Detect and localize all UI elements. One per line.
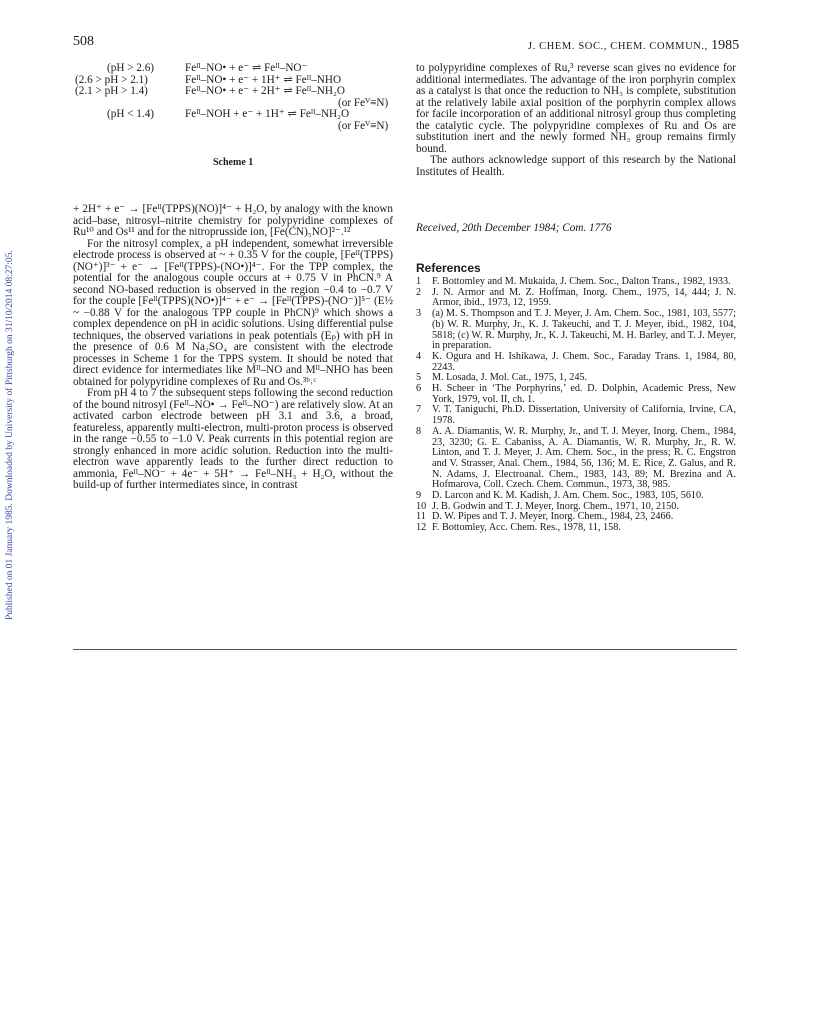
- reference-number: 8: [416, 425, 422, 437]
- journal-name: J. CHEM. SOC., CHEM. COMMUN.,: [528, 41, 708, 52]
- reference-text: F. Bottomley, Acc. Chem. Res., 1978, 11, 158.: [432, 522, 621, 534]
- scheme-equations: [73, 63, 393, 132]
- reference-item: [416, 309, 736, 352]
- reference-number: 4: [416, 350, 422, 362]
- scheme-equation: Feᴵᴵ–NO• + e⁻ ⇌ Feᴵᴵ–NO⁻: [185, 62, 308, 74]
- reference-text: K. Ogura and H. Ishikawa, J. Chem. Soc., Faraday Trans. 1, 1984, 80, 2243.: [432, 350, 736, 373]
- scheme-alternative: (or Feⱽ≡N): [338, 119, 389, 132]
- reference-text: M. Losada, J. Mol. Cat., 1975, 1, 245.: [432, 372, 588, 384]
- reference-number: 3: [416, 308, 422, 320]
- body-paragraph: + 2H⁺ + e⁻ → [Feᴵᴵ(TPPS)(NO)]⁴⁻ + H₂O, by analogy with the known acid–base, nitrosyl–nitrite chemistry for polypyridine complexes of Ru¹⁰ and Os¹¹ and for the nitroprusside ion, [Fe(CN)₅NO]²⁻.¹²: [73, 203, 393, 238]
- scheme-line: [73, 63, 393, 75]
- reference-number: 6: [416, 383, 422, 395]
- right-column-body: [416, 63, 736, 178]
- reference-number: 11: [416, 511, 426, 523]
- reference-item: [416, 405, 736, 426]
- reference-number: 10: [416, 500, 427, 512]
- scheme-condition: (2.1 > pH > 1.4): [75, 85, 148, 97]
- reference-number: 5: [416, 372, 422, 384]
- reference-item: [416, 352, 736, 373]
- scheme-alternative: (or Feⱽ≡N): [338, 96, 389, 109]
- scheme-condition: (pH > 2.6): [107, 62, 155, 74]
- page-footer-rule: [73, 649, 737, 650]
- reference-item: [416, 288, 736, 309]
- scheme-equation: Feᴵᴵ–NO• + e⁻ + 1H⁺ ⇌ Feᴵᴵ–NHO: [185, 73, 342, 86]
- body-paragraph: From pH 4 to 7 the subsequent steps following the second reduction of the bound nitrosyl (Feᴵᴵ–NO• → Feᴵᴵ–NO⁻) are relatively slow. At an activated carbon electrode between pH 3.1 and 3.6, a broad, featureless, apparently multi-electron, multi-proton process is observed in the range −0.55 to −1.0 V. Peak currents in this potential region are strongly enhanced in more acidic solution. Reduction into the multi-electron wave apparently leads to the further direct reduction to ammonia, Feᴵᴵ–NO⁻ + 4e⁻ + 5H⁺ → Feᴵᴵ–NH₃ + H₂O, without the build-up of further intermediates since, in contrast: [73, 387, 393, 491]
- scheme-line-alt: [73, 121, 393, 133]
- scheme-line: [73, 109, 393, 121]
- acknowledgement: The authors acknowledge support of this research by the National Institutes of Health.: [416, 154, 736, 178]
- reference-item: [416, 523, 736, 534]
- reference-number: 9: [416, 490, 422, 502]
- left-column-body: [73, 204, 393, 492]
- scheme-title: Scheme 1: [213, 157, 254, 168]
- page-number: 508: [73, 34, 94, 49]
- received-date: Received, 20th December 1984; Com. 1776: [416, 222, 612, 234]
- reference-text: V. T. Taniguchi, Ph.D. Dissertation, University of California, Irvine, CA, 1978.: [432, 404, 736, 427]
- reference-number: 12: [416, 522, 427, 534]
- scheme-equation: Feᴵᴵ–NOH + e⁻ + 1H⁺ ⇌ Feᴵᴵ–NH₂O: [185, 108, 350, 120]
- body-paragraph: For the nitrosyl complex, a pH independent, somewhat irreversible electrode process is observed at ~ + 0.35 V for the couple, [Feᴵᴵ(TPPS)(NO⁺)]³⁻ + e⁻ → [Feᴵᴵ(TPPS)-(NO•)]⁴⁻. For the TPP complex, the potential for the analogous couple occurs at + 0.75 V in PhCN.⁹ A second NO-based reduction is observed in the region −0.4 to −0.7 V for the couple [Feᴵᴵ(TPPS)(NO•)]⁴⁻ + e⁻ → [Feᴵᴵ(TPPS)-(NO⁻)]⁵⁻ (E½ ~ −0.88 V for the analogous TPP couple in PhCN)⁹ which shows a complex dependence on pH in acidic solutions. Using differential pulse techniques, the observed variations in peak potentials (Eₚ) with pH in the presence of 0.6 M Na₂SO₄ are consistent with the electrode processes in Scheme 1 for the TPPS system. It should be noted that direct evidence for intermediates like Mᴵᴵ–NO and Mᴵᴵ–NHO has been obtained for polypyridine complexes of Ru and Os.³ᵇ˒ᶜ: [73, 237, 393, 388]
- reference-item: [416, 427, 736, 491]
- reference-text: D. W. Pipes and T. J. Meyer, Inorg. Chem., 1984, 23, 2466.: [432, 511, 674, 523]
- scheme-condition: (pH < 1.4): [107, 108, 155, 120]
- reference-text: (a) M. S. Thompson and T. J. Meyer, J. Am. Chem. Soc., 1981, 103, 5577; (b) W. R. Murphy, Jr., K. J. Takeuchi, and T. J. Meyer, ibid., 1982, 104, 5818; (c) W. R. Murphy, Jr., K. J. Takeuchi, M. H. Barley, and T. J. Meyer, in preparation.: [432, 308, 736, 352]
- reference-number: 7: [416, 404, 422, 416]
- reference-text: D. Larcon and K. M. Kadish, J. Am. Chem. Soc., 1983, 105, 5610.: [432, 490, 704, 502]
- download-margin-note: Published on 01 January 1985. Downloaded by University of Pittsburgh on 31/10/2014 08:27:05.: [5, 250, 15, 620]
- reference-item: [416, 384, 736, 405]
- scheme-condition: (2.6 > pH > 2.1): [75, 73, 148, 86]
- reference-text: F. Bottomley and M. Mukaida, J. Chem. Soc., Dalton Trans., 1982, 1933.: [432, 276, 731, 287]
- reference-text: J. N. Armor and M. Z. Hoffman, Inorg. Chem., 1975, 14, 444; J. N. Armor, ibid., 1973, 12, 1959.: [432, 286, 736, 309]
- reference-text: H. Scheer in ‘The Porphyrins,’ ed. D. Dolphin, Academic Press, New York, 1979, vol. II, ch. 1.: [432, 383, 736, 405]
- reference-number: 2: [416, 286, 422, 298]
- references-heading: References: [416, 261, 481, 275]
- body-paragraph: to polypyridine complexes of Ru,³ reverse scan gives no evidence for additional intermediates. The advantage of the iron porphyrin complex as a catalyst is that once the reduction to NH₃ is complete, substitution at the relatively labile axial position of the porphyrin complex allows for facile incorporation of an additional nitrosyl group thus completing the catalytic cycle. The polypyridine complexes of Ru and Os are substitution inert and the newly formed NH₃ group remains firmly bound.: [416, 62, 736, 155]
- references-list: [416, 277, 736, 534]
- reference-text: J. B. Godwin and T. J. Meyer, Inorg. Chem., 1971, 10, 2150.: [432, 500, 679, 512]
- journal-year: 1985: [711, 38, 740, 53]
- reference-text: A. A. Diamantis, W. R. Murphy, Jr., and T. J. Meyer, Inorg. Chem., 1984, 23, 3230; G. E. Cabaniss, A. A. Diamantis, W. R. Murphy, Jr., R. W. Linton, and T. J. Meyer, J. Am. Chem. Soc., in the press; R. C. Engstron and V. Strasser, Anal. Chem., 1984, 56, 136; M. E. Rice, Z. Galus, and R. N. Adams, J. Electroanal. Chem., 1983, 143, 89; M. Brezina and A. Hofmarova, Coll. Czech. Chem. Commun., 1973, 38, 985.: [432, 425, 736, 491]
- scheme-line: [73, 86, 393, 98]
- scheme-equation: Feᴵᴵ–NO• + e⁻ + 2H⁺ ⇌ Feᴵᴵ–NH₂O: [185, 85, 345, 97]
- reference-number: 1: [416, 276, 422, 287]
- journal-header: [528, 38, 739, 54]
